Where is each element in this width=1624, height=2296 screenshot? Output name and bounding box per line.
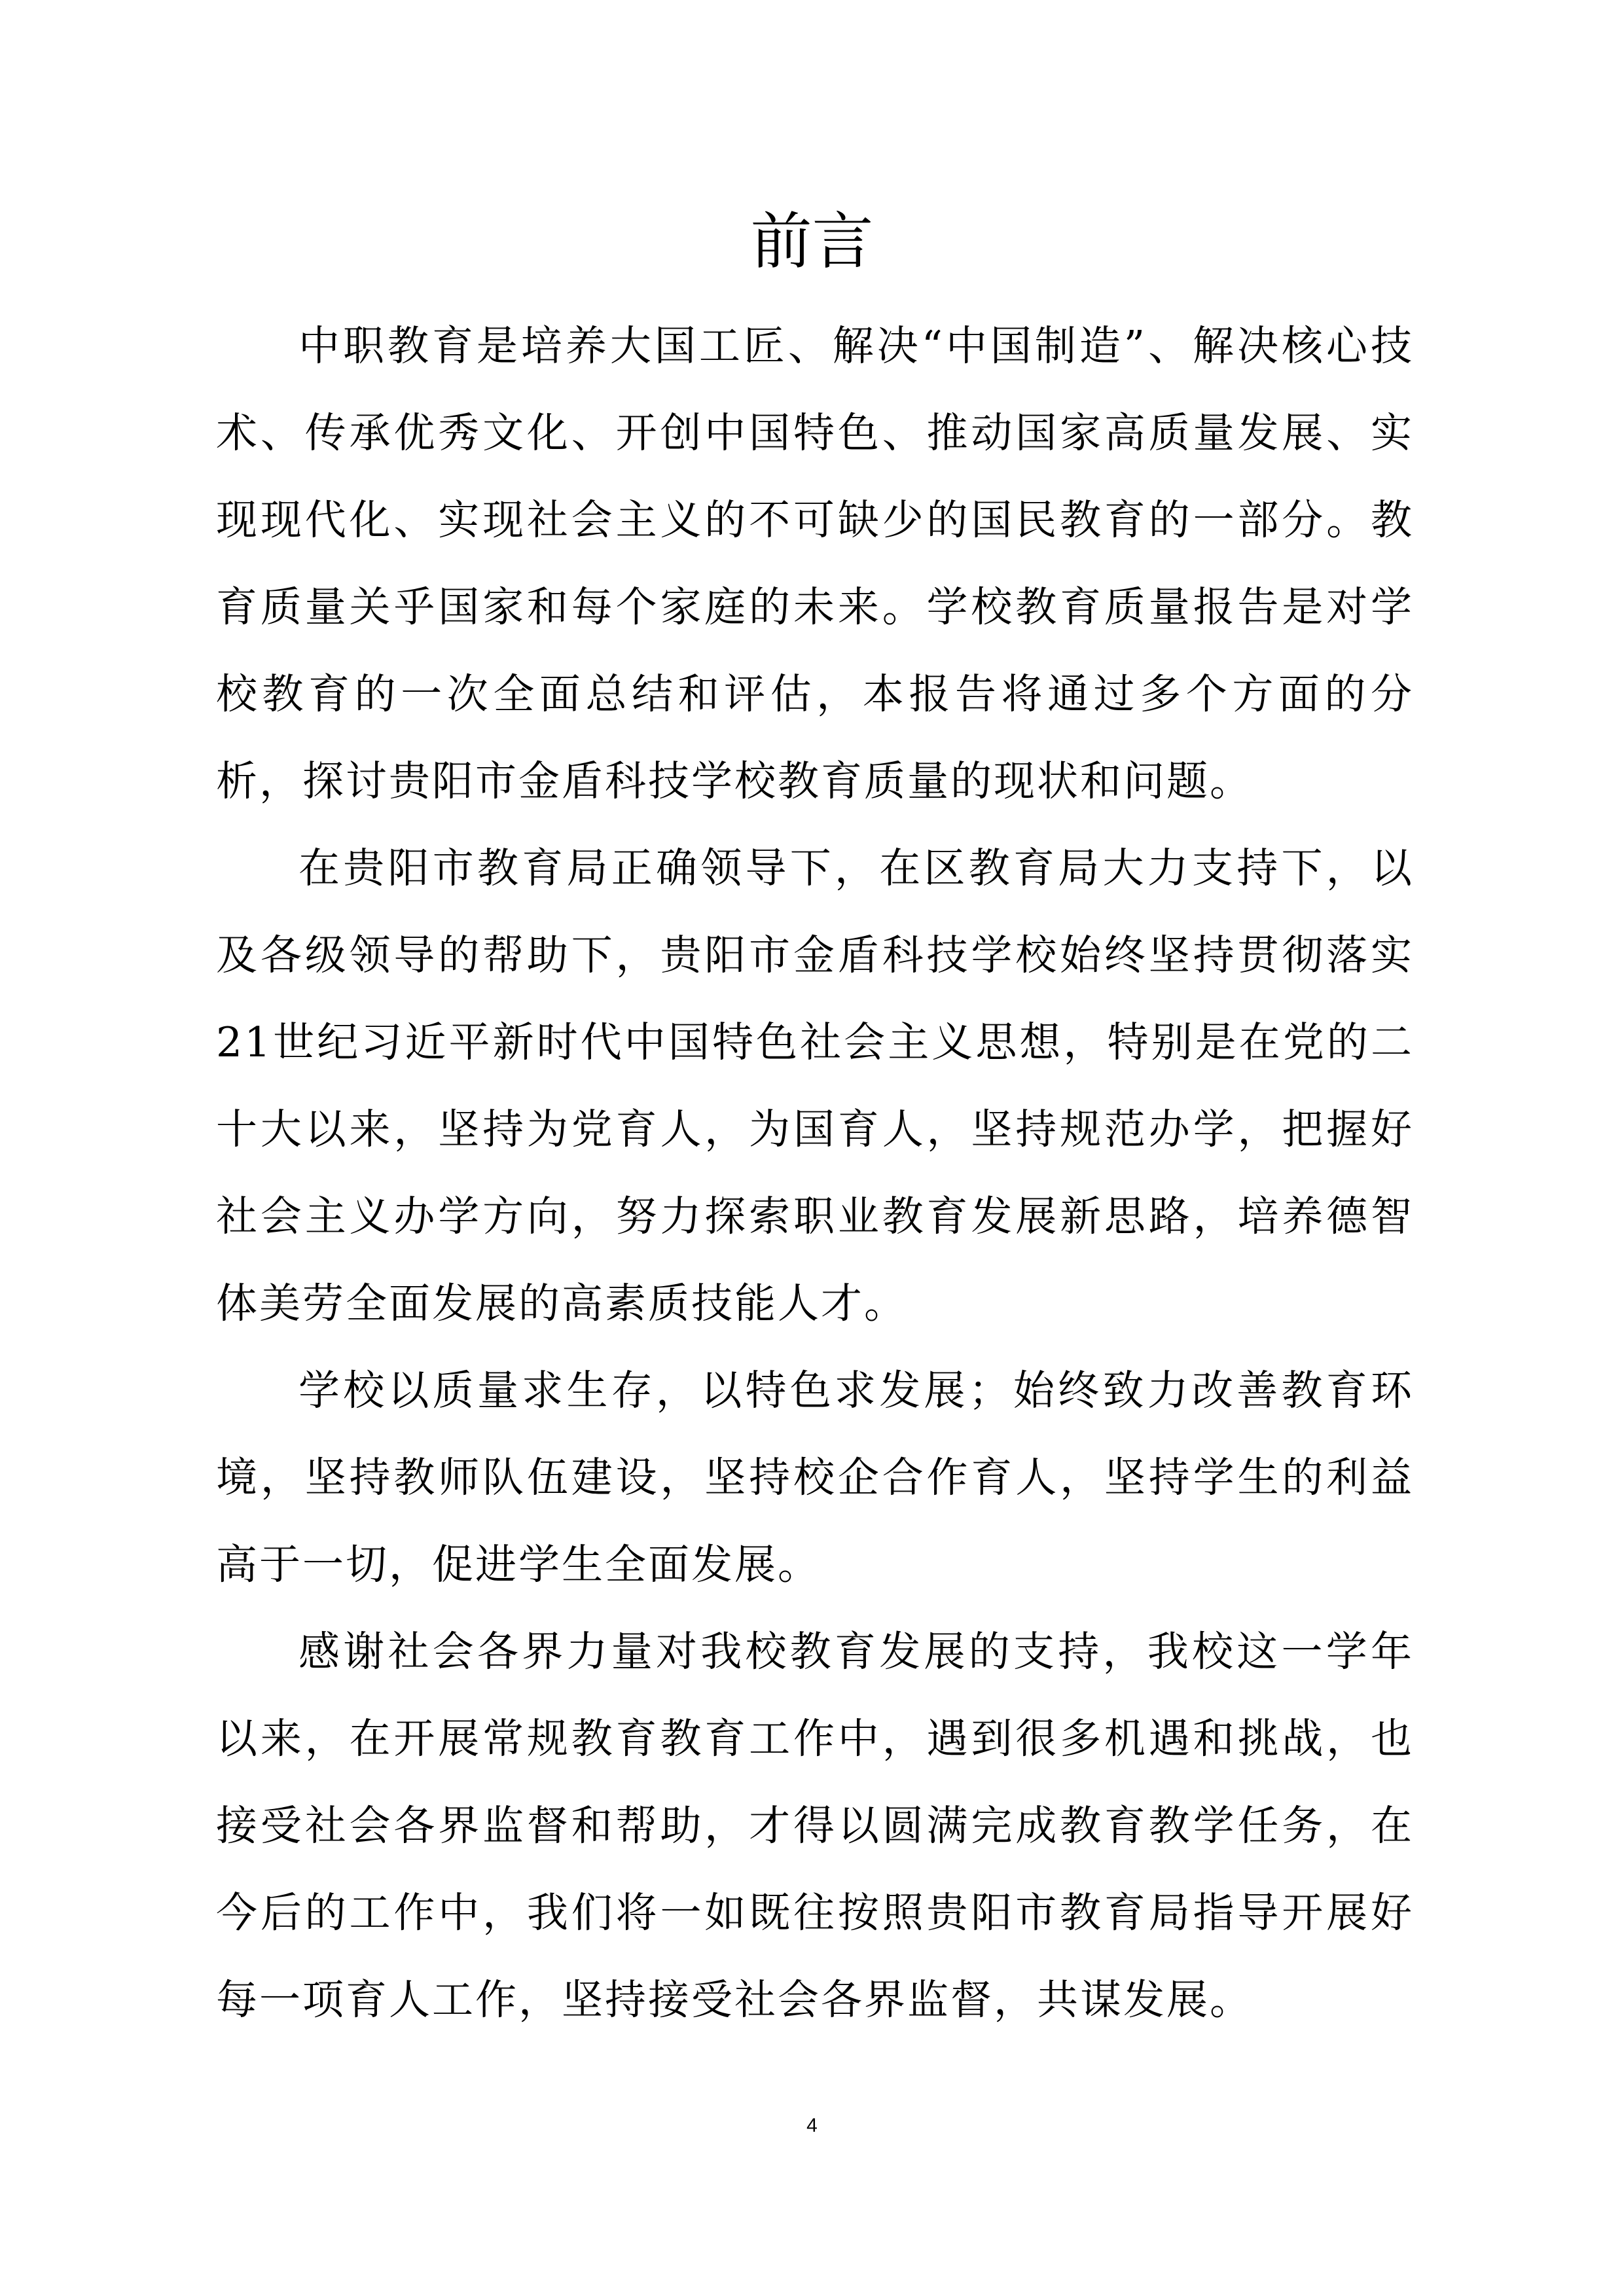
paragraph-2: 在贵阳市教育局正确领导下，在区教育局大力支持下，以及各级领导的帮助下，贵阳市金盾科技学校始终坚持贯彻落实21世纪习近平新时代中国特色社会主义思想，特别是在党的二十大以来，坚持为党育人，为国育人，坚持规范办学，把握好社会主义办学方向，努力探索职业教育发展新思路，培养德智体美劳全面发展的高素质技能人才。 (216, 844, 1414, 1327)
page-title: 前言 (750, 206, 874, 278)
paragraph-3: 学校以质量求生存，以特色求发展；始终致力改善教育环境，坚持教师队伍建设，坚持校企合作育人，坚持学生的利益高于一切，促进学生全面发展。 (216, 1367, 1414, 1588)
paragraph-1: 中职教育是培养大国工匠、解决“中国制造”、解决核心技术、传承优秀文化、开创中国特色、推动国家高质量发展、实现现代化、实现社会主义的不可缺少的国民教育的一部分。教育质量关乎国家和每个家庭的未来。学校教育质量报告是对学校教育的一次全面总结和评估，本报告将通过多个方面的分析，探讨贵阳市金盾科技学校教育质量的现状和问题。 (216, 322, 1414, 805)
paragraph-4: 感谢社会各界力量对我校教育发展的支持，我校这一学年以来，在开展常规教育教育工作中，遇到很多机遇和挑战，也接受社会各界监督和帮助，才得以圆满完成教育教学任务，在今后的工作中，我们将一如既往按照贵阳市教育局指导开展好每一项育人工作，坚持接受社会各界监督，共谋发展。 (216, 1628, 1414, 2024)
body-text (216, 302, 1414, 2043)
page-number: 4 (806, 2115, 818, 2136)
